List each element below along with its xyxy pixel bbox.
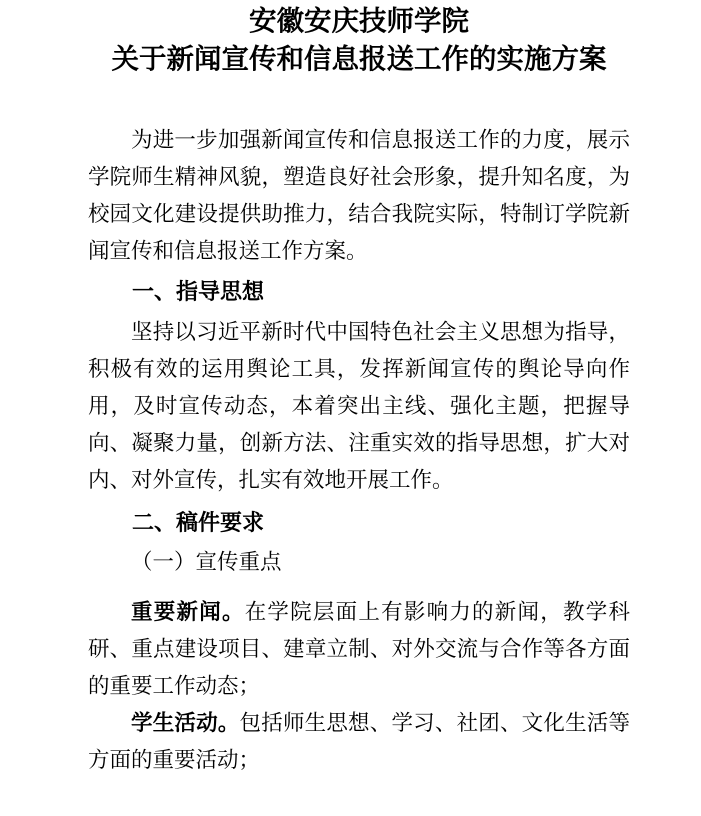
heading-guiding-ideology: 一、指导思想 [132, 279, 265, 304]
title-line-1: 安徽安庆技师学院 [249, 5, 469, 36]
heading-manuscript-requirements: 二、稿件要求 [132, 510, 265, 535]
title-line-2: 关于新闻宣传和信息报送工作的实施方案 [111, 43, 607, 74]
paragraph-body-student-activities: 包括师生思想、学习、社团、文化生活等方面的重要活动； [88, 711, 630, 772]
paragraph-body-important-news: 在学院层面上有影响力的新闻，教学科研、重点建设项目、建章立制、对外交流与合作等各方面的重要工作动态； [88, 600, 630, 698]
paragraph-lead-student-activities: 学生活动。 [131, 711, 240, 735]
paragraph-important-news [88, 594, 630, 705]
paragraph-intro: 为进一步加强新闻宣传和信息报送工作的力度，展示学院师生精神风貌，塑造良好社会形象，提升知名度，为校园文化建设提供助推力，结合我院实际，特制订学院新闻宣传和信息报送工作方案。 [88, 128, 630, 263]
paragraph-student-activities [88, 705, 630, 779]
subheading-publicity-focus: （一）宣传重点 [131, 550, 282, 574]
document-title [88, 2, 630, 78]
paragraph-guiding-ideology: 坚持以习近平新时代中国特色社会主义思想为指导，积极有效的运用舆论工具，发挥新闻宣传的舆论导向作用，及时宣传动态，本着突出主线、强化主题，把握导向、凝聚力量，创新方法、注重实效的指导思想，扩大对内、对外宣传，扎实有效地开展工作。 [88, 320, 630, 492]
paragraph-lead-important-news: 重要新闻。 [131, 600, 245, 624]
